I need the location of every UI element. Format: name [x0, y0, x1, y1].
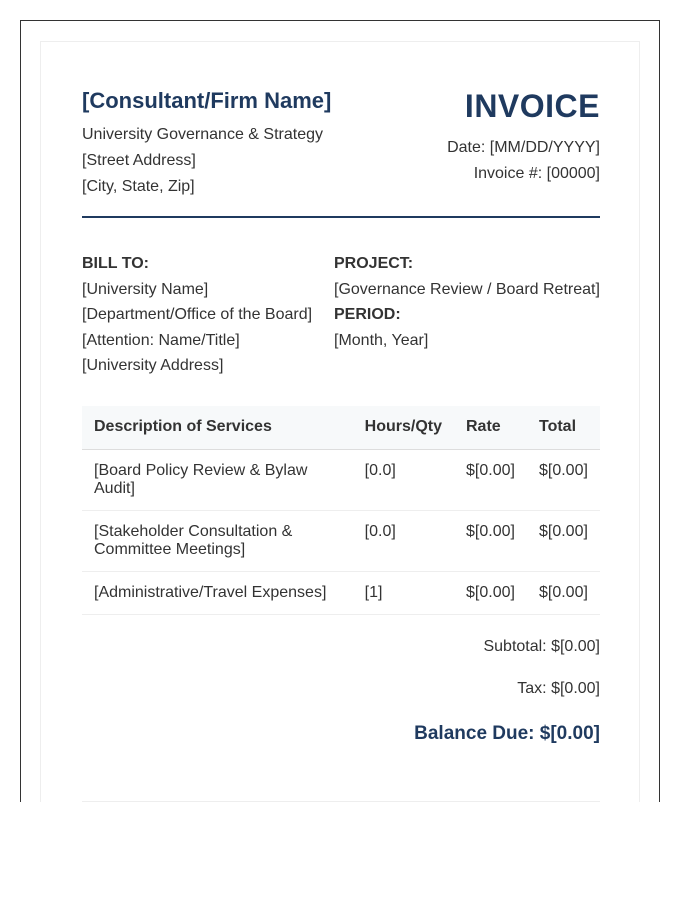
table-header-row [82, 406, 600, 449]
invoice-date: Date: [MM/DD/YYYY] [447, 139, 600, 156]
project-block [334, 251, 600, 353]
bill-to-label: BILL TO: [82, 255, 149, 272]
balance-due: Balance Due: $[0.00] [414, 723, 600, 744]
row-rate: $[0.00] [454, 449, 527, 510]
totals-block [483, 637, 600, 721]
row-description: [Stakeholder Consultation & Committee Meetings] [82, 510, 353, 571]
services-table [82, 406, 600, 615]
invoice-number: Invoice #: [00000] [473, 165, 600, 182]
bill-to-address: [University Address] [82, 357, 224, 375]
row-hours: [0.0] [353, 449, 454, 510]
subtotal-line: Subtotal: $[0.00] [483, 638, 600, 655]
row-description: [Administrative/Travel Expenses] [82, 571, 353, 614]
row-total: $[0.00] [527, 510, 600, 571]
row-hours: [1] [353, 571, 454, 614]
header-description: Description of Services [82, 406, 353, 449]
footer-divider [82, 801, 600, 802]
firm-street: [Street Address] [82, 152, 196, 169]
bill-to-university: [University Name] [82, 280, 209, 298]
firm-city: [City, State, Zip] [82, 178, 195, 195]
table-row [82, 510, 600, 571]
firm-address-block [82, 122, 323, 200]
bill-to-attention: [Attention: Name/Title] [82, 331, 240, 349]
row-hours: [0.0] [353, 510, 454, 571]
period-value: [Month, Year] [334, 331, 429, 349]
table-row [82, 571, 600, 614]
header-hours: Hours/Qty [353, 406, 454, 449]
period-label: PERIOD: [334, 306, 401, 324]
project-value: [Governance Review / Board Retreat] [334, 280, 600, 298]
project-label: PROJECT: [334, 255, 414, 272]
row-rate: $[0.00] [454, 510, 527, 571]
row-total: $[0.00] [527, 449, 600, 510]
firm-name: [Consultant/Firm Name] [82, 88, 332, 113]
firm-tagline: University Governance & Strategy [82, 126, 323, 143]
tax-line: Tax: $[0.00] [517, 680, 600, 697]
header-divider [82, 216, 600, 218]
header-rate: Rate [454, 406, 527, 449]
bill-to-department: [Department/Office of the Board] [82, 306, 313, 324]
row-total: $[0.00] [527, 571, 600, 614]
invoice-title: INVOICE [464, 88, 600, 124]
table-row [82, 449, 600, 510]
row-description: [Board Policy Review & Bylaw Audit] [82, 449, 353, 510]
row-rate: $[0.00] [454, 571, 527, 614]
invoice-meta [447, 135, 600, 187]
header-total: Total [527, 406, 600, 449]
bill-to-block [82, 251, 312, 379]
